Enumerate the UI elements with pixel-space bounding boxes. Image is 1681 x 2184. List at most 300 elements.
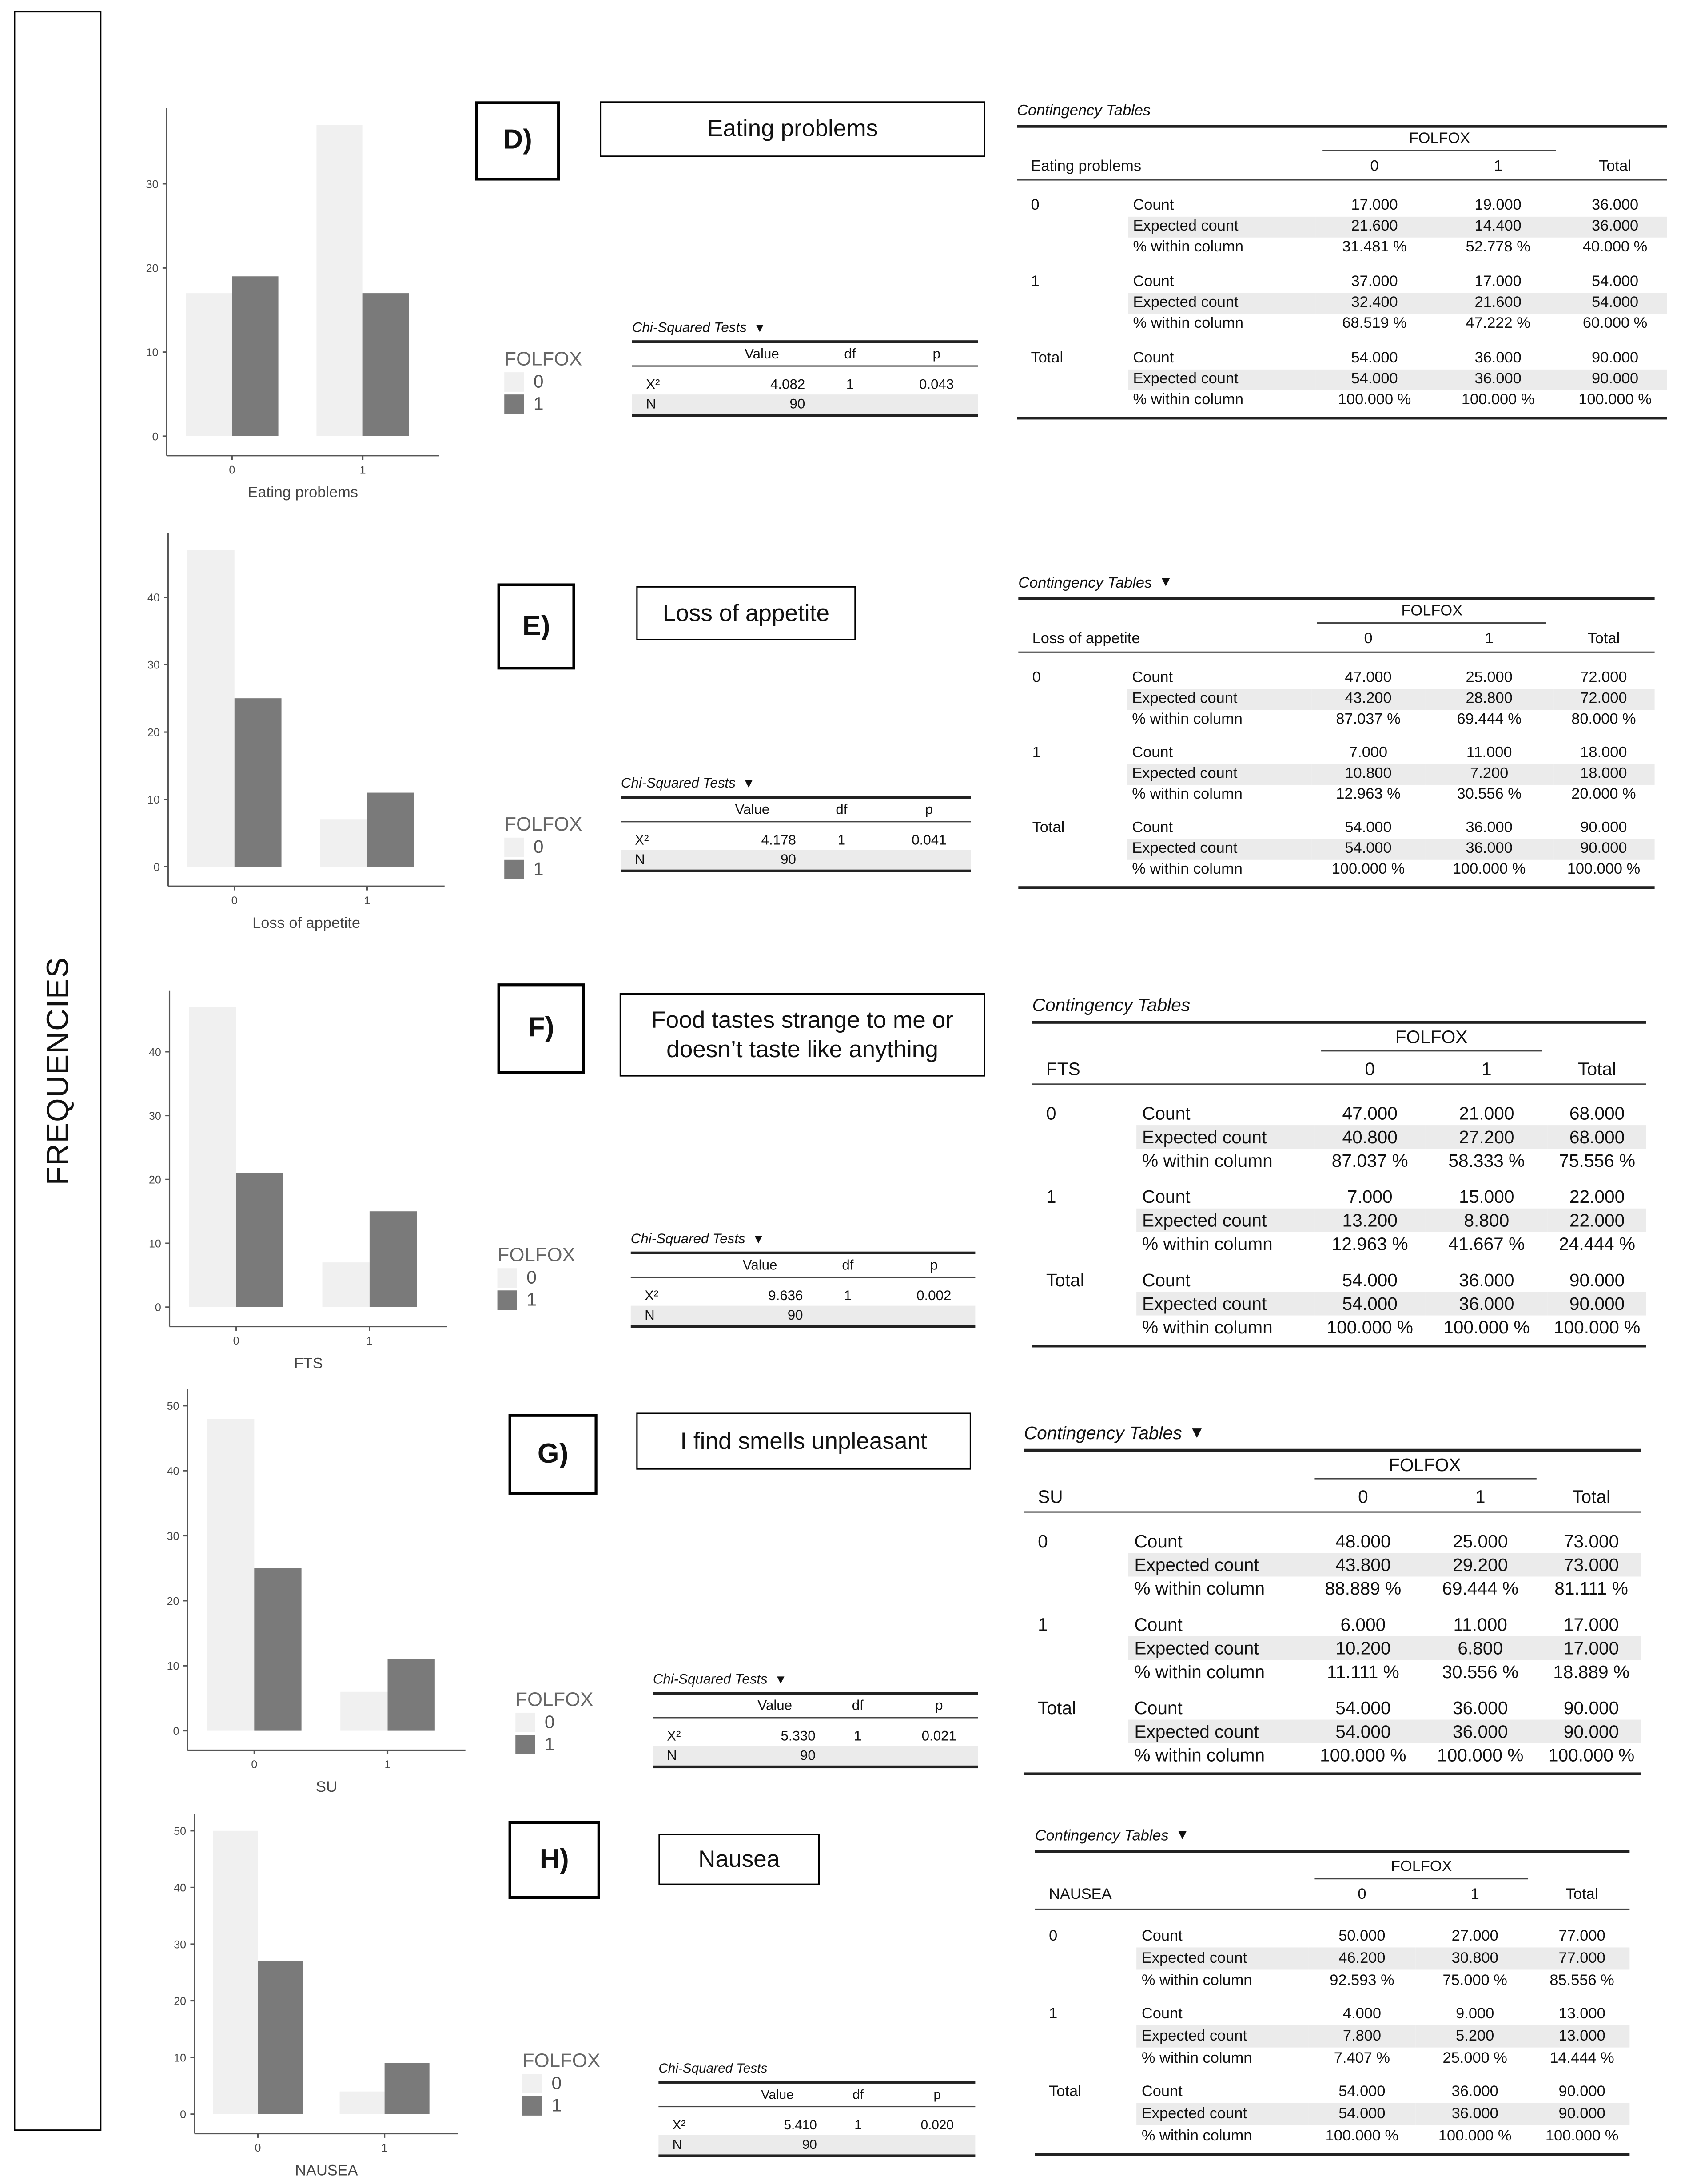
cont-cell: Count: [1142, 1102, 1191, 1124]
cont-cell: 100.000 %: [1326, 1316, 1413, 1337]
col-header: Total: [1599, 159, 1631, 175]
col-header: 0: [1365, 1058, 1375, 1080]
x-axis-label: FTS: [294, 1355, 323, 1372]
bar-chart: [160, 1810, 466, 2184]
y-tick-label: 20: [147, 726, 160, 739]
cont-cell: 85.556 %: [1550, 1972, 1614, 1989]
cont-cell: 54.000: [1335, 1697, 1391, 1718]
y-tick-label: 50: [174, 1825, 187, 1838]
legend-label: 1: [533, 393, 544, 414]
cont-cell: 100.000 %: [1437, 1744, 1524, 1766]
cont-cell: 37.000: [1351, 274, 1398, 291]
cont-cell: 36.000: [1426, 839, 1553, 859]
cont-cell: 100.000 %: [1325, 2128, 1399, 2145]
cont-cell: % within column: [1134, 1577, 1265, 1599]
cont-cell: Expected count: [1136, 2025, 1308, 2048]
chi-header: df: [852, 1698, 864, 1714]
chi-cell: 1: [846, 377, 854, 393]
cont-cell: 54.000: [1351, 350, 1398, 367]
legend: [504, 812, 582, 879]
group-header: FOLFOX: [1321, 1027, 1542, 1052]
cont-cell: 13.000: [1534, 2025, 1629, 2048]
cont-cell: % within column: [1133, 315, 1244, 333]
dropdown-arrow-icon[interactable]: ▼: [774, 1672, 787, 1687]
bar-folfox-0-cat-1: [323, 1262, 370, 1307]
rule: [658, 2154, 975, 2157]
x-tick-label: 0: [255, 2142, 261, 2155]
level-group: [1017, 348, 1667, 411]
cont-cell: 87.037 %: [1331, 1150, 1408, 1171]
cont-cell: 18.889 %: [1553, 1661, 1630, 1682]
cont-row: [1032, 1101, 1646, 1125]
legend-swatch: [504, 837, 524, 856]
chi-row: [631, 1306, 976, 1325]
bar-folfox-1-cat-0: [232, 276, 278, 436]
cont-cell: 69.444 %: [1442, 1577, 1519, 1599]
cont-cell: Expected count: [1136, 1947, 1308, 1969]
dropdown-arrow-icon[interactable]: ▼: [1189, 1424, 1205, 1442]
col-header: 0: [1364, 631, 1373, 648]
bar-folfox-1-cat-0: [236, 1173, 283, 1307]
dropdown-arrow-icon[interactable]: ▼: [1175, 1828, 1189, 1844]
cont-row: [1035, 2081, 1629, 2103]
cont-row: [1024, 1553, 1641, 1576]
level-label: 1: [1032, 745, 1041, 762]
cont-cell: 19.000: [1474, 198, 1522, 215]
chi-header: df: [844, 346, 856, 362]
cont-cell: 90.000: [1580, 820, 1627, 837]
cont-cell: 75.000 %: [1442, 1972, 1507, 1989]
cont-cell: 72.000: [1553, 689, 1654, 710]
x-tick-label: 1: [384, 1758, 391, 1771]
cont-cell: 36.000: [1591, 198, 1639, 215]
var-name: Eating problems: [1031, 159, 1142, 175]
group-header: FOLFOX: [1315, 1858, 1529, 1879]
rule: [1035, 2153, 1629, 2156]
legend: [498, 1243, 575, 1310]
chi-cell: 0.043: [919, 377, 954, 393]
chi-table-title: [658, 2056, 975, 2081]
legend: [504, 347, 582, 414]
cont-cell: 36.000: [1466, 820, 1513, 837]
var-name: SU: [1038, 1486, 1063, 1508]
cont-cell: 87.037 %: [1336, 712, 1401, 728]
col-header: 1: [1475, 1486, 1486, 1508]
cont-cell: 68.000: [1548, 1125, 1646, 1148]
chi-table-title: [621, 771, 971, 796]
x-tick-label: 1: [364, 894, 370, 907]
cont-cell: 77.000: [1558, 1928, 1605, 1945]
cont-cell: Expected count: [1137, 1208, 1315, 1232]
y-tick-label: 40: [147, 591, 160, 604]
level-group: [1024, 1529, 1641, 1599]
cont-cell: 54.000: [1342, 1269, 1398, 1290]
chi-table-title: [653, 1667, 978, 1692]
cont-cell: Count: [1134, 1614, 1183, 1635]
col-header: 0: [1370, 159, 1379, 175]
chi-row: [653, 1727, 978, 1746]
cont-cell: 4.000: [1342, 2005, 1381, 2023]
legend-swatch: [498, 1268, 517, 1287]
cont-cell: Expected count: [1129, 1636, 1308, 1659]
level-label: Total: [1049, 2083, 1081, 2100]
legend-label: 0: [533, 836, 544, 857]
cont-cell: 36.000: [1433, 369, 1563, 390]
level-label: 0: [1046, 1102, 1056, 1124]
chi-table-title: [632, 315, 978, 340]
legend: [515, 1688, 593, 1754]
cont-cell: 47.000: [1342, 1102, 1398, 1124]
cont-cell: 12.963 %: [1336, 786, 1401, 804]
chi-cell: 4.082: [770, 377, 805, 393]
cont-cell: % within column: [1142, 1150, 1273, 1171]
cont-cell: 100.000 %: [1548, 1744, 1635, 1766]
level-group: [1017, 272, 1667, 334]
y-tick-label: 40: [148, 1046, 161, 1059]
cont-cell: 100.000 %: [1567, 861, 1641, 879]
panel-label: H): [509, 1821, 600, 1899]
cont-cell: Count: [1133, 350, 1174, 367]
cont-cell: 72.000: [1580, 670, 1627, 687]
chi-cell: Χ²: [645, 1288, 659, 1304]
cont-cell: Count: [1142, 1185, 1191, 1207]
cont-row: [1024, 1696, 1641, 1719]
cont-cell: 27.000: [1451, 1928, 1498, 1945]
cont-cell: 80.000 %: [1571, 712, 1636, 728]
cont-cell: 75.556 %: [1559, 1150, 1636, 1171]
chi-header: p: [930, 1257, 938, 1273]
cont-cell: % within column: [1133, 392, 1244, 409]
cont-row: [1017, 293, 1667, 314]
group-header-row: [1032, 1024, 1646, 1055]
cont-row: [1035, 2103, 1629, 2125]
chi-cell: 1: [854, 2117, 862, 2133]
y-tick-label: 30: [146, 178, 159, 191]
cont-cell: % within column: [1132, 786, 1243, 804]
chi-cell: 1: [844, 1288, 852, 1304]
cont-cell: 30.800: [1415, 1947, 1534, 1969]
y-tick-label: 20: [174, 1995, 187, 2008]
chi-cell: Χ²: [667, 1728, 681, 1744]
y-tick-label: 30: [174, 1938, 187, 1951]
chi-cell: Χ²: [635, 832, 649, 848]
x-tick-label: 1: [366, 1335, 373, 1348]
cont-cell: 100.000 %: [1461, 392, 1535, 409]
spacer: [1032, 1085, 1646, 1101]
cont-row: [1035, 2003, 1629, 2025]
cont-row: [1018, 839, 1654, 859]
cont-cell: 92.593 %: [1330, 1972, 1394, 1989]
cont-row: [1032, 1185, 1646, 1208]
cont-header-row: [1024, 1483, 1641, 1511]
legend-item: [522, 2095, 600, 2116]
legend-title: FOLFOX: [497, 1243, 575, 1265]
y-tick-label: 40: [167, 1465, 179, 1478]
chi-row: [632, 375, 978, 394]
cont-row: [1017, 195, 1667, 216]
cont-cell: 30.556 %: [1457, 786, 1522, 804]
rule: [632, 414, 978, 417]
cont-cell: 18.000: [1553, 764, 1654, 784]
chi-title-text: Chi-Squared Tests: [621, 776, 736, 791]
chi-cell: 0.041: [912, 832, 947, 848]
level-group: [1035, 2081, 1629, 2148]
y-tick-label: 0: [152, 430, 159, 443]
cont-row: [1017, 348, 1667, 369]
cont-cell: Expected count: [1129, 1719, 1308, 1743]
level-group: [1018, 818, 1654, 880]
chi-row: [621, 850, 971, 870]
cont-row: [1017, 369, 1667, 390]
bar-folfox-0-cat-0: [186, 293, 232, 436]
chi-squared-table: [658, 2056, 975, 2157]
cont-cell: 90.000: [1569, 1269, 1625, 1290]
chi-title-text: Chi-Squared Tests: [653, 1671, 768, 1687]
cont-header-row: [1035, 1882, 1629, 1908]
chi-header: p: [932, 346, 940, 362]
cont-cell: Expected count: [1127, 764, 1311, 784]
cont-cell: % within column: [1141, 2128, 1252, 2145]
cont-cell: 36.000: [1425, 1292, 1548, 1315]
bar-folfox-1-cat-1: [370, 1211, 417, 1307]
cont-cell: 77.000: [1534, 1947, 1629, 1969]
cont-cell: Expected count: [1127, 293, 1316, 314]
legend-swatch: [522, 2073, 542, 2093]
cont-row: [1024, 1659, 1641, 1683]
level-label: 0: [1049, 1928, 1058, 1945]
level-label: 1: [1046, 1185, 1056, 1207]
chi-cell: N: [645, 1308, 655, 1323]
bar-chart: [135, 986, 454, 1376]
bar-folfox-1-cat-1: [363, 293, 409, 436]
y-tick-label: 30: [167, 1530, 179, 1543]
legend-label: 1: [544, 1733, 555, 1754]
chi-header-row: [631, 1254, 976, 1277]
cont-cell: 7.407 %: [1334, 2050, 1390, 2067]
cont-cell: 54.000: [1308, 2103, 1415, 2125]
chi-cell: N: [672, 2137, 682, 2152]
cont-cell: 100.000 %: [1338, 392, 1411, 409]
level-group: [1024, 1696, 1641, 1766]
cont-cell: 21.600: [1316, 216, 1433, 237]
cont-cell: % within column: [1142, 1233, 1273, 1254]
chi-title-text: Chi-Squared Tests: [658, 2061, 768, 2076]
rule: [1032, 1344, 1646, 1347]
y-tick-label: 0: [153, 861, 160, 874]
legend-swatch: [515, 1712, 535, 1731]
level-group: [1035, 1925, 1629, 1992]
spacer: [1024, 1512, 1641, 1529]
cont-row: [1018, 668, 1654, 689]
cont-table-title: [1018, 569, 1654, 597]
cont-cell: 46.200: [1308, 1947, 1415, 1969]
cont-title-text: Contingency Tables: [1035, 1828, 1169, 1845]
cont-cell: 100.000 %: [1452, 861, 1526, 879]
cont-cell: 32.400: [1316, 293, 1433, 314]
cont-row: [1018, 764, 1654, 784]
cont-cell: 25.000: [1466, 670, 1513, 687]
legend-title: FOLFOX: [504, 812, 582, 835]
level-label: 1: [1038, 1614, 1048, 1635]
cont-cell: 36.000: [1474, 350, 1522, 367]
cont-cell: Count: [1141, 2005, 1183, 2023]
cont-row: [1032, 1125, 1646, 1148]
cont-row: [1032, 1315, 1646, 1339]
contingency-table: [1017, 97, 1667, 419]
chi-header: p: [925, 802, 933, 818]
spacer: [621, 822, 971, 831]
cont-cell: 88.889 %: [1325, 1577, 1402, 1599]
chi-cell: N: [635, 852, 645, 867]
cont-cell: 54.000: [1315, 1292, 1425, 1315]
cont-row: [1018, 743, 1654, 764]
cont-row: [1018, 784, 1654, 805]
cont-cell: 60.000 %: [1582, 315, 1648, 333]
cont-cell: % within column: [1132, 712, 1243, 728]
legend-label: 0: [526, 1267, 537, 1288]
cont-cell: Expected count: [1127, 839, 1311, 859]
cont-row: [1032, 1149, 1646, 1172]
y-tick-label: 10: [167, 1660, 179, 1673]
cont-cell: 41.667 %: [1448, 1233, 1525, 1254]
cont-cell: 90.000: [1558, 2083, 1605, 2100]
rule: [631, 1325, 976, 1328]
cont-table-title: [1017, 97, 1667, 125]
cont-title-text: Contingency Tables: [1032, 995, 1191, 1016]
cont-row: [1024, 1529, 1641, 1552]
y-tick-label: 10: [174, 2052, 187, 2065]
bar-folfox-0-cat-0: [187, 550, 235, 867]
legend-swatch: [504, 859, 524, 879]
cont-cell: 68.000: [1569, 1102, 1625, 1124]
cont-row: [1035, 1947, 1629, 1969]
cont-cell: 7.200: [1426, 764, 1553, 784]
cont-cell: 5.200: [1415, 2025, 1534, 2048]
cont-cell: 68.519 %: [1342, 315, 1407, 333]
cont-cell: Count: [1134, 1697, 1183, 1718]
cont-cell: 22.000: [1569, 1185, 1625, 1207]
legend-item: [498, 1289, 575, 1310]
chi-header-row: [621, 799, 971, 821]
level-group: [1018, 743, 1654, 805]
level-label: 0: [1032, 670, 1041, 687]
cont-cell: % within column: [1141, 2050, 1252, 2067]
x-axis-label: Loss of appetite: [252, 915, 360, 932]
chi-row: [658, 2135, 975, 2155]
group-header-row: [1017, 127, 1667, 155]
cont-cell: % within column: [1134, 1661, 1265, 1682]
cont-row: [1024, 1576, 1641, 1600]
cont-cell: 11.111 %: [1327, 1661, 1399, 1682]
legend-label: 1: [526, 1289, 537, 1310]
cont-cell: 54.000: [1338, 2083, 1386, 2100]
legend-swatch: [504, 372, 524, 391]
col-header: 1: [1485, 631, 1494, 648]
group-header: FOLFOX: [1317, 603, 1546, 624]
cont-cell: 54.000: [1591, 274, 1639, 291]
x-tick-label: 1: [359, 464, 366, 477]
dropdown-arrow-icon[interactable]: ▼: [742, 776, 755, 791]
dropdown-arrow-icon[interactable]: ▼: [753, 321, 766, 335]
cont-row: [1024, 1743, 1641, 1766]
cont-cell: 100.000 %: [1331, 861, 1405, 879]
cont-cell: 10.200: [1307, 1636, 1418, 1659]
cont-row: [1024, 1636, 1641, 1659]
cont-row: [1035, 2048, 1629, 2070]
cont-row: [1018, 818, 1654, 839]
chi-header: Value: [745, 346, 779, 362]
cont-cell: 36.000: [1415, 2103, 1534, 2125]
chi-header: df: [836, 802, 848, 818]
spacer: [631, 1278, 976, 1286]
cont-cell: 17.000: [1542, 1636, 1641, 1659]
cont-cell: % within column: [1133, 239, 1244, 256]
cont-row: [1017, 272, 1667, 293]
spacer: [1035, 1910, 1629, 1925]
cont-cell: 30.556 %: [1442, 1661, 1519, 1682]
frequencies-label: FREQUENCIES: [40, 957, 75, 1185]
chi-header-row: [658, 2084, 975, 2106]
y-tick-label: 0: [173, 1725, 179, 1738]
dropdown-arrow-icon[interactable]: ▼: [752, 1232, 765, 1246]
bar-folfox-0-cat-1: [316, 125, 362, 436]
legend-item: [504, 393, 582, 414]
cont-cell: 20.000 %: [1571, 786, 1636, 804]
legend-label: 0: [533, 370, 544, 392]
panel-title: I find smells unpleasant: [636, 1412, 971, 1469]
chi-cell: 90: [802, 2137, 817, 2152]
cont-cell: Expected count: [1127, 689, 1311, 710]
chi-header: Value: [757, 1698, 793, 1714]
cont-cell: 90.000: [1563, 1697, 1619, 1718]
chi-cell: Χ²: [646, 377, 660, 393]
cont-row: [1017, 216, 1667, 237]
chi-header: p: [933, 2087, 941, 2103]
dropdown-arrow-icon[interactable]: ▼: [1159, 575, 1173, 591]
cont-cell: Count: [1132, 670, 1173, 687]
cont-cell: 43.800: [1307, 1553, 1418, 1576]
cont-cell: 48.000: [1335, 1530, 1391, 1551]
cont-cell: 40.800: [1315, 1125, 1425, 1148]
cont-cell: 24.444 %: [1559, 1233, 1636, 1254]
contingency-table: [1018, 569, 1654, 889]
y-tick-label: 0: [155, 1301, 161, 1314]
cont-row: [1032, 1292, 1646, 1315]
spacer: [653, 1718, 978, 1727]
legend-swatch: [504, 394, 524, 414]
chi-header: df: [852, 2087, 864, 2103]
legend-swatch: [522, 2096, 542, 2115]
cont-cell: Count: [1141, 1928, 1183, 1945]
cont-cell: 73.000: [1542, 1553, 1641, 1576]
chi-table-title: [631, 1226, 976, 1251]
chi-cell: N: [667, 1748, 677, 1764]
cont-cell: 40.000 %: [1582, 239, 1648, 256]
level-group: [1018, 668, 1654, 731]
cont-row: [1024, 1719, 1641, 1743]
cont-cell: Expected count: [1127, 216, 1316, 237]
level-group: [1035, 2003, 1629, 2069]
chi-title-text: Chi-Squared Tests: [632, 320, 747, 336]
group-header: FOLFOX: [1322, 131, 1557, 152]
level-label: 0: [1038, 1530, 1048, 1551]
cont-cell: 14.400: [1433, 216, 1563, 237]
cont-cell: 90.000: [1591, 350, 1639, 367]
col-header: Total: [1572, 1486, 1611, 1508]
panel-title: Eating problems: [600, 101, 985, 157]
group-header-row: [1035, 1853, 1629, 1882]
cont-cell: % within column: [1134, 1744, 1265, 1766]
